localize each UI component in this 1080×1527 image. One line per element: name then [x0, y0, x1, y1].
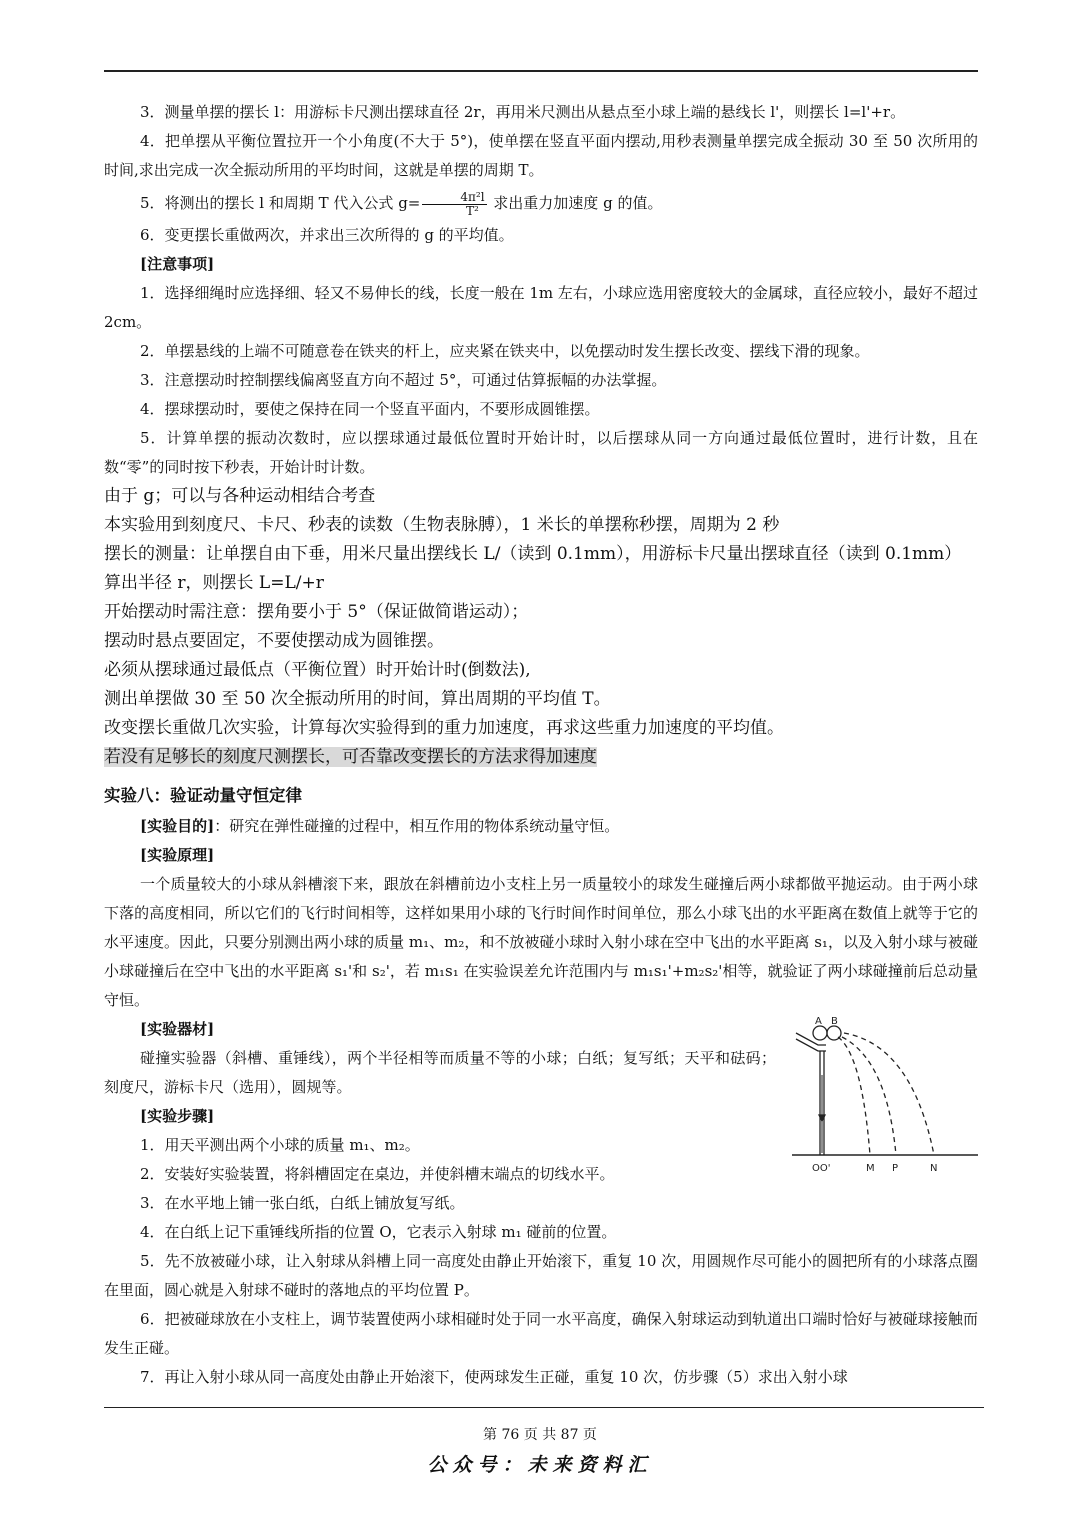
formula-prefix: 5．将测出的摆长 l 和周期 T 代入公式 g=	[140, 194, 421, 212]
footer-rule	[104, 1407, 984, 1408]
step-item: 1．用天平测出两个小球的质量 m₁、m₂。	[140, 1136, 420, 1154]
page-number: 第 76 页 共 87 页	[483, 1427, 597, 1443]
note-item: 4．摆球摆动时，要使之保持在同一个竖直平面内，不要形成圆锥摆。	[140, 400, 600, 418]
note-item: 1．选择细绳时应选择细、轻又不易伸长的线，长度一般在 1m 左右，小球应选用密度较大的金属球，直径应较小，最好不超过 2cm。	[104, 284, 978, 331]
step-item: 5．先不放被碰小球，让入射球从斜槽上同一高度处由静止开始滚下，重复 10 次，用圆规作尽可能小的圆把所有的小球落点圈在里面，圆心就是入射球不碰时的落地点的平均位置 P。	[104, 1252, 978, 1299]
equipment-heading: [实验器材]	[140, 1020, 215, 1038]
formula-numerator: 4π²l	[422, 191, 486, 205]
apparatus-drawing	[792, 1026, 978, 1155]
note-item: 5．计算单摆的振动次数时，应以摆球通过最低位置时开始计时，以后摆球从同一方向通过最低位置时，进行计数，且在数“零”的同时按下秒表，开始计时计数。	[104, 429, 978, 476]
summary-line: 摆动时悬点要固定，不要使摆动成为圆锥摆。	[104, 631, 444, 651]
note-item: 3．注意摆动时控制摆线偏离竖直方向不超过 5°，可通过估算振幅的办法掌握。	[140, 371, 667, 389]
step-item: 4．在白纸上记下重锤线所指的位置 O，它表示入射球 m₁ 碰前的位置。	[140, 1223, 617, 1241]
summary-line: 改变摆长重做几次实验，计算每次实验得到的重力加速度，再求这些重力加速度的平均值。	[104, 718, 784, 738]
step-item: 3．在水平地上铺一张白纸，白纸上铺放复写纸。	[140, 1194, 465, 1212]
experiment-8-title: 实验八：验证动量守恒定律	[104, 786, 302, 805]
summary-line: 开始摆动时需注意：摆角要小于 5°（保证做简谐运动）；	[104, 602, 529, 622]
summary-line: 由于 g；可以与各种运动相结合考查	[104, 486, 376, 506]
purpose-line	[104, 812, 978, 841]
label-b: B	[831, 1016, 838, 1027]
formula-suffix: 求出重力加速度 g 的值。	[488, 194, 663, 212]
principle-text: 一个质量较大的小球从斜槽滚下来，跟放在斜槽前边小支柱上另一质量较小的球发生碰撞后两小球都做平抛运动。由于两小球下落的高度相同，所以它们的飞行时间相等，这样如果用小球的飞行时间作时间单位，那么小球飞出的水平距离在数值上就等于它的水平速度。因此，只要分别测出两小球的质量 m₁、m₂，和不放被碰小球时入射小球在空中飞出的水平距离 s₁，以及入射小球与被碰小球碰撞后在空中飞出的水平距离 s₁'和 s₂'，若 m₁s₁ 在实验误差允许范围内与 m₁s₁'+m₂s₂'相等，就验证了两小球碰撞前后总动量守恒。	[104, 875, 978, 1009]
label-p: P	[892, 1163, 899, 1174]
footer-brand: 公众号：未来资料汇	[427, 1454, 653, 1476]
purpose-text: ：研究在弹性碰撞的过程中，相互作用的物体系统动量守恒。	[214, 817, 620, 835]
step-3-text: 3．测量单摆的摆长 l：用游标卡尺测出摆球直径 2r，再用米尺测出从悬点至小球上端的悬线长 l'，则摆长 l=l'+r。	[140, 103, 906, 121]
header-rule	[104, 70, 978, 72]
steps-heading: [实验步骤]	[140, 1107, 215, 1125]
gravity-formula-fraction	[422, 191, 486, 218]
step-item: 6．把被碰球放在小支柱上，调节装置使两小球相碰时处于同一水平高度，确保入射球运动到轨道出口端时恰好与被碰球接触而发生正碰。	[104, 1310, 978, 1357]
label-oo: OO'	[812, 1163, 831, 1174]
notes-heading: [注意事项]	[140, 255, 215, 273]
formula-denominator: T²	[466, 203, 479, 218]
summary-line: 本实验用到刻度尺、卡尺、秒表的读数（生物表脉膊），1 米长的单摆称秒摆，周期为 2 秒	[104, 515, 780, 535]
step-6-text: 6．变更摆长重做两次，并求出三次所得的 g 的平均值。	[140, 226, 514, 244]
highlighted-question: 若没有足够长的刻度尺测摆长，可否靠改变摆长的方法求得加速度	[104, 747, 597, 767]
collision-apparatus-figure	[782, 1015, 982, 1180]
principle-heading: [实验原理]	[140, 846, 215, 864]
step-5-formula-line	[104, 185, 978, 221]
summary-line: 摆长的测量：让单摆自由下垂，用米尺量出摆线长 L/（读到 0.1mm），用游标卡尺量出摆球直径（读到 0.1mm）算出半径 r，则摆长 L=L/+r	[104, 544, 962, 593]
page-body	[104, 98, 978, 1392]
equipment-text: 碰撞实验器（斜槽、重锤线），两个半径相等而质量不等的小球；白纸；复写纸；天平和砝码；刻度尺，游标卡尺（选用），圆规等。	[104, 1049, 776, 1096]
label-a: A	[815, 1016, 822, 1027]
label-m: M	[866, 1163, 875, 1174]
purpose-label: [实验目的]	[140, 817, 215, 835]
summary-line: 必须从摆球通过最低点（平衡位置）时开始计时(倒数法),	[104, 660, 531, 680]
note-item: 2．单摆悬线的上端不可随意卷在铁夹的杆上，应夹紧在铁夹中，以免摆动时发生摆长改变、摆线下滑的现象。	[140, 342, 870, 360]
step-4-text: 4．把单摆从平衡位置拉开一个小角度(不大于 5°)，使单摆在竖直平面内摆动,用秒表测量单摆完成全振动 30 至 50 次所用的时间,求出完成一次全振动所用的平均时间，这就是单摆的周期 T。	[104, 132, 978, 179]
step-item: 2．安装好实验装置，将斜槽固定在桌边，并使斜槽末端点的切线水平。	[140, 1165, 615, 1183]
summary-line: 测出单摆做 30 至 50 次全振动所用的时间，算出周期的平均值 T。	[104, 689, 611, 709]
label-n: N	[930, 1163, 938, 1174]
step-item: 7．再让入射小球从同一高度处由静止开始滚下，使两球发生正碰，重复 10 次，仿步骤（5）求出入射小球	[140, 1368, 848, 1386]
